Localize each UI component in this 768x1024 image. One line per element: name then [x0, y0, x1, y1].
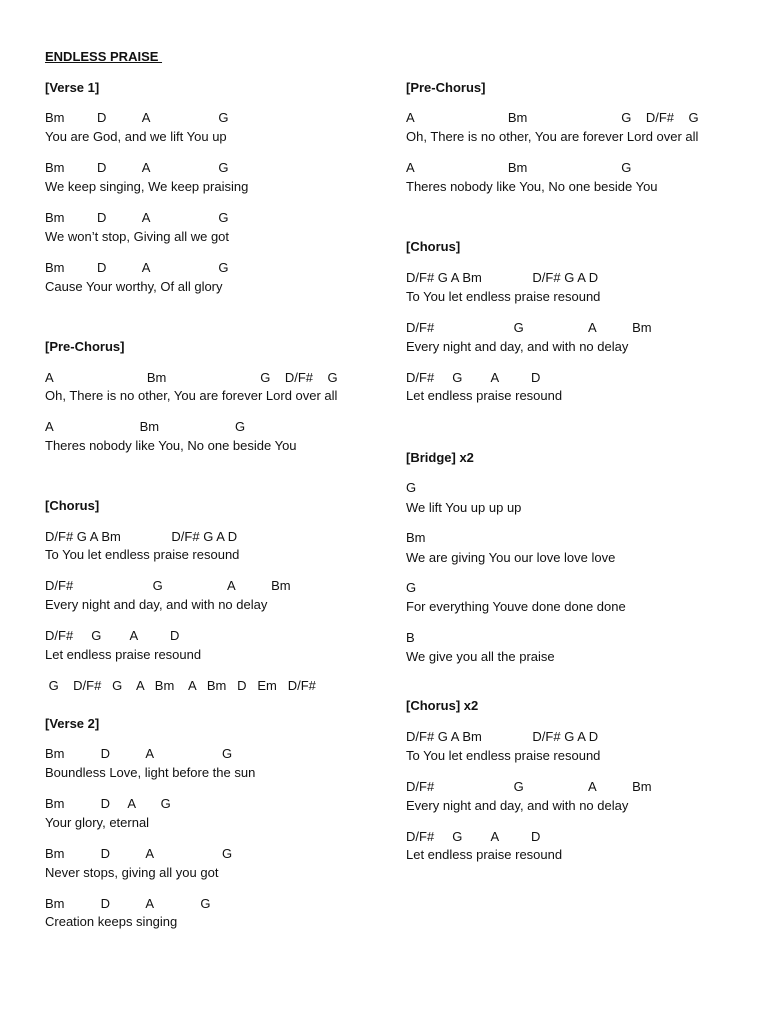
chord-line: Bm D A G	[45, 260, 229, 275]
lyric-line: Creation keeps singing	[45, 914, 178, 929]
lyric-line: We give you all the praise	[406, 649, 555, 664]
lyric-line: Cause Your worthy, Of all glory	[45, 279, 223, 294]
section-header: [Pre-Chorus]	[45, 339, 125, 354]
chord-line: G	[406, 480, 417, 495]
lyric-line: Every night and day, and with no delay	[406, 798, 629, 813]
chord-line: D/F# G A Bm	[45, 578, 291, 593]
lyric-line: To You let endless praise resound	[45, 547, 240, 562]
chord-line: A Bm G D/F# G	[406, 110, 699, 125]
section-header: [Chorus] x2	[406, 698, 479, 713]
chord-line: Bm D A G	[45, 846, 233, 861]
chord-line: A Bm G	[45, 419, 246, 434]
lyric-line: Let endless praise resound	[406, 388, 563, 403]
lyric-line: We keep singing, We keep praising	[45, 179, 249, 194]
chord-line: D/F# G A Bm	[406, 779, 652, 794]
lyric-line: We lift You up up up	[406, 500, 522, 515]
lyric-line: We are giving You our love love love	[406, 550, 616, 565]
chord-line: Bm D A G	[45, 746, 233, 761]
chord-line: D/F# G A Bm D/F# G A D	[406, 729, 599, 744]
chord-line: Bm D A G	[45, 896, 211, 911]
lyric-line: Every night and day, and with no delay	[45, 597, 268, 612]
section-header: [Verse 1]	[45, 80, 100, 95]
lyric-line: Theres nobody like You, No one beside You	[45, 438, 297, 453]
chord-line: Bm D A G	[45, 796, 171, 811]
lyric-line: Let endless praise resound	[406, 847, 563, 862]
chord-line: A Bm G D/F# G	[45, 370, 338, 385]
section-header: [Chorus]	[406, 239, 461, 254]
chord-line: D/F# G A Bm D/F# G A D	[45, 529, 238, 544]
chord-line: D/F# G A D	[406, 370, 541, 385]
chord-line: D/F# G A Bm D/F# G A D	[406, 270, 599, 285]
lyric-line: Let endless praise resound	[45, 647, 202, 662]
lyric-line: For everything Youve done done done	[406, 599, 626, 614]
chord-line: A Bm G	[406, 160, 632, 175]
chord-line: D/F# G A D	[406, 829, 541, 844]
lyric-line: Never stops, giving all you got	[45, 865, 219, 880]
chord-line: Bm D A G	[45, 210, 229, 225]
section-header: [Verse 2]	[45, 716, 100, 731]
chord-line: G	[406, 580, 417, 595]
lyric-line: Oh, There is no other, You are forever Lord over all	[45, 388, 338, 403]
chord-line: D/F# G A Bm	[406, 320, 652, 335]
chord-line: D/F# G A D	[45, 628, 180, 643]
section-header: [Bridge] x2	[406, 450, 474, 465]
lyric-line: We won’t stop, Giving all we got	[45, 229, 230, 244]
lyric-line: Every night and day, and with no delay	[406, 339, 629, 354]
lyric-line: To You let endless praise resound	[406, 748, 601, 763]
lyric-line: Your glory, eternal	[45, 815, 150, 830]
chord-line: B	[406, 630, 415, 645]
chord-line: Bm	[406, 530, 426, 545]
chord-line: Bm D A G	[45, 160, 229, 175]
section-header: [Chorus]	[45, 498, 100, 513]
chord-line: Bm D A G	[45, 110, 229, 125]
song-title: ENDLESS PRAISE	[45, 49, 163, 64]
section-header: [Pre-Chorus]	[406, 80, 486, 95]
lyric-line: Theres nobody like You, No one beside You	[406, 179, 658, 194]
lyric-line: To You let endless praise resound	[406, 289, 601, 304]
lyric-line: Boundless Love, light before the sun	[45, 765, 256, 780]
lyric-line: Oh, There is no other, You are forever Lord over all	[406, 129, 699, 144]
lyric-line: You are God, and we lift You up	[45, 129, 227, 144]
chord-line: G D/F# G A Bm A Bm D Em D/F#	[45, 678, 316, 693]
